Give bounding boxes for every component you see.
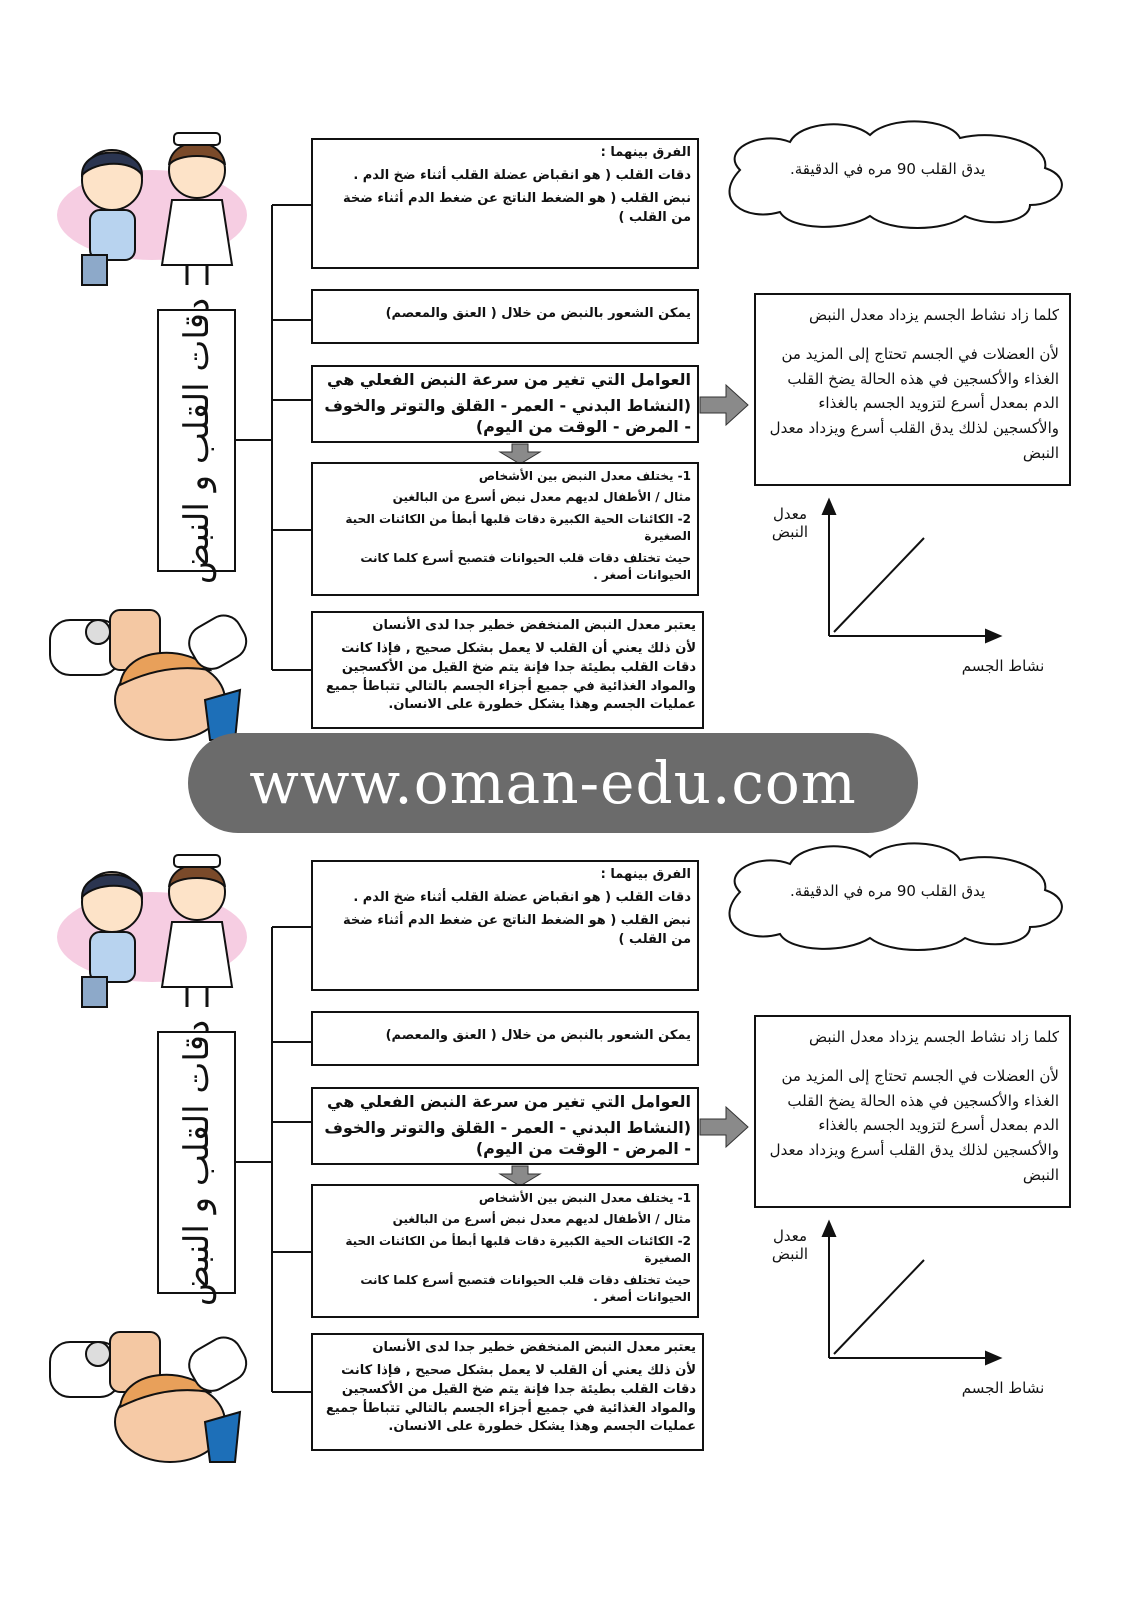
factors-box: [311, 365, 699, 443]
pulse-graph: [823, 500, 1000, 642]
feel-pulse-box: [311, 1011, 699, 1066]
nurse-child-illustration: [52, 847, 252, 1017]
low-pulse-box: [311, 611, 704, 729]
factors-list: (النشاط البدني - العمر - القلق والتوتر والخوف - المرض - الوقت من اليوم): [324, 1117, 691, 1159]
low-pulse-box: [311, 1333, 704, 1451]
low-pulse-body: لأن ذلك يعني أن القلب لا يعمل بشكل صحيح , فإذا كانت دقات القلب بطيئة جدا فإنة يتم ضخ القيل من الأكسجين والمواد الغذائية في جميع أجزاء الجسم بالتالي تتباطأ جميع عمليات الجسم وهذا يشكل خطورة على الانسان.: [325, 1362, 696, 1435]
worksheet-top: [0, 0, 1131, 760]
page-title: دقات القلب و النبض: [176, 1019, 217, 1306]
graph-xlabel: نشاط الجسم: [961, 1379, 1045, 1397]
difference-line1: دقات القلب ( هو انقباض عضلة القلب أثناء ضخ الدم .: [353, 167, 691, 183]
variation-box: [311, 1184, 699, 1318]
activity-box: [754, 293, 1071, 486]
difference-line2: نبض القلب ( هو الضغط الناتج عن ضغط الدم أثناء ضخة من القلب ): [343, 912, 691, 947]
factors-box: [311, 1087, 699, 1165]
activity-box: [754, 1015, 1071, 1208]
difference-heading: الفرق بينهما :: [600, 145, 691, 160]
activity-heading: كلما زاد نشاط الجسم يزداد معدل النبض: [808, 306, 1059, 324]
watermark-banner: www.oman-edu.com: [188, 733, 918, 833]
right-arrow-icon: [700, 1107, 748, 1147]
feel-pulse-text: يمكن الشعور بالنبض من خلال ( العنق والمعصم): [385, 1028, 691, 1043]
feel-pulse-text: يمكن الشعور بالنبض من خلال ( العنق والمعصم): [385, 306, 691, 321]
variation-line2: مثال / الأطفال لديهم معدل نبض أسرع من البالغين: [392, 1212, 691, 1227]
variation-box: [311, 462, 699, 596]
graph-ylabel: معدل النبض: [771, 505, 809, 541]
right-arrow-icon: [700, 385, 748, 425]
low-pulse-heading: يعتبر معدل النبض المنخفض خطير جدا لدى الأنسان: [372, 618, 696, 633]
variation-line4: حيث تختلف دقات قلب الحيوانات فتصبح أسرع كلما كانت الحيوانات أصغر .: [360, 1272, 691, 1304]
nurse-child-illustration: [52, 125, 252, 295]
low-pulse-heading: يعتبر معدل النبض المنخفض خطير جدا لدى الأنسان: [372, 1340, 696, 1355]
difference-line2: نبض القلب ( هو الضغط الناتج عن ضغط الدم أثناء ضخة من القلب ): [343, 190, 691, 225]
factors-heading: العوامل التي تغير من سرعة النبض الفعلي هي: [327, 1092, 691, 1111]
down-arrow-icon: [500, 1166, 540, 1186]
factors-list: (النشاط البدني - العمر - القلق والتوتر والخوف - المرض - الوقت من اليوم): [324, 395, 691, 437]
variation-line4: حيث تختلف دقات قلب الحيوانات فتصبح أسرع كلما كانت الحيوانات أصغر .: [360, 550, 691, 582]
wrist-pulse-illustration: [40, 1312, 260, 1472]
title-box: [157, 1019, 236, 1306]
graph-xlabel: نشاط الجسم: [961, 657, 1045, 675]
title-box: [157, 297, 236, 584]
page-title: دقات القلب و النبض: [176, 297, 217, 584]
cloud-text: يدق القلب 90 مره في الدقيقة.: [790, 882, 986, 900]
factors-heading: العوامل التي تغير من سرعة النبض الفعلي هي: [327, 370, 691, 389]
variation-line1: 1- يختلف معدل النبض بين الأشخاص: [478, 469, 691, 483]
graph-ylabel: معدل النبض: [771, 1227, 809, 1263]
pulse-graph: [823, 1222, 1000, 1364]
variation-line3: 2- الكائنات الحية الكبيرة دقات قلبها أبطأ من الكائنات الحية الصغيرة: [345, 511, 691, 544]
cloud-text: يدق القلب 90 مره في الدقيقة.: [790, 160, 986, 178]
activity-heading: كلما زاد نشاط الجسم يزداد معدل النبض: [808, 1028, 1059, 1046]
activity-body: لأن العضلات في الجسم تحتاج إلى المزيد من الغذاء والأكسجين في هذه الحالة يضخ القلب الدم بمعدل أسرع لتزويد الجسم بالغذاء والأكسجين لذلك يدق القلب أسرع ويزداد معدل النبض: [769, 344, 1059, 462]
trend-line: [834, 1260, 924, 1354]
difference-line1: دقات القلب ( هو انقباض عضلة القلب أثناء ضخ الدم .: [353, 889, 691, 905]
feel-pulse-box: [311, 289, 699, 344]
down-arrow-icon: [500, 444, 540, 464]
variation-line1: 1- يختلف معدل النبض بين الأشخاص: [478, 1191, 691, 1205]
trend-line: [834, 538, 924, 632]
variation-line2: مثال / الأطفال لديهم معدل نبض أسرع من البالغين: [392, 490, 691, 505]
difference-box: [311, 138, 699, 269]
activity-body: لأن العضلات في الجسم تحتاج إلى المزيد من الغذاء والأكسجين في هذه الحالة يضخ القلب الدم بمعدل أسرع لتزويد الجسم بالغذاء والأكسجين لذلك يدق القلب أسرع ويزداد معدل النبض: [769, 1066, 1059, 1184]
variation-line3: 2- الكائنات الحية الكبيرة دقات قلبها أبطأ من الكائنات الحية الصغيرة: [345, 1233, 691, 1266]
worksheet-bottom: [0, 722, 1131, 1482]
difference-box: [311, 860, 699, 991]
low-pulse-body: لأن ذلك يعني أن القلب لا يعمل بشكل صحيح , فإذا كانت دقات القلب بطيئة جدا فإنة يتم ضخ القيل من الأكسجين والمواد الغذائية في جميع أجزاء الجسم بالتالي تتباطأ جميع عمليات الجسم وهذا يشكل خطورة على الانسان.: [325, 640, 696, 713]
difference-heading: الفرق بينهما :: [600, 867, 691, 882]
